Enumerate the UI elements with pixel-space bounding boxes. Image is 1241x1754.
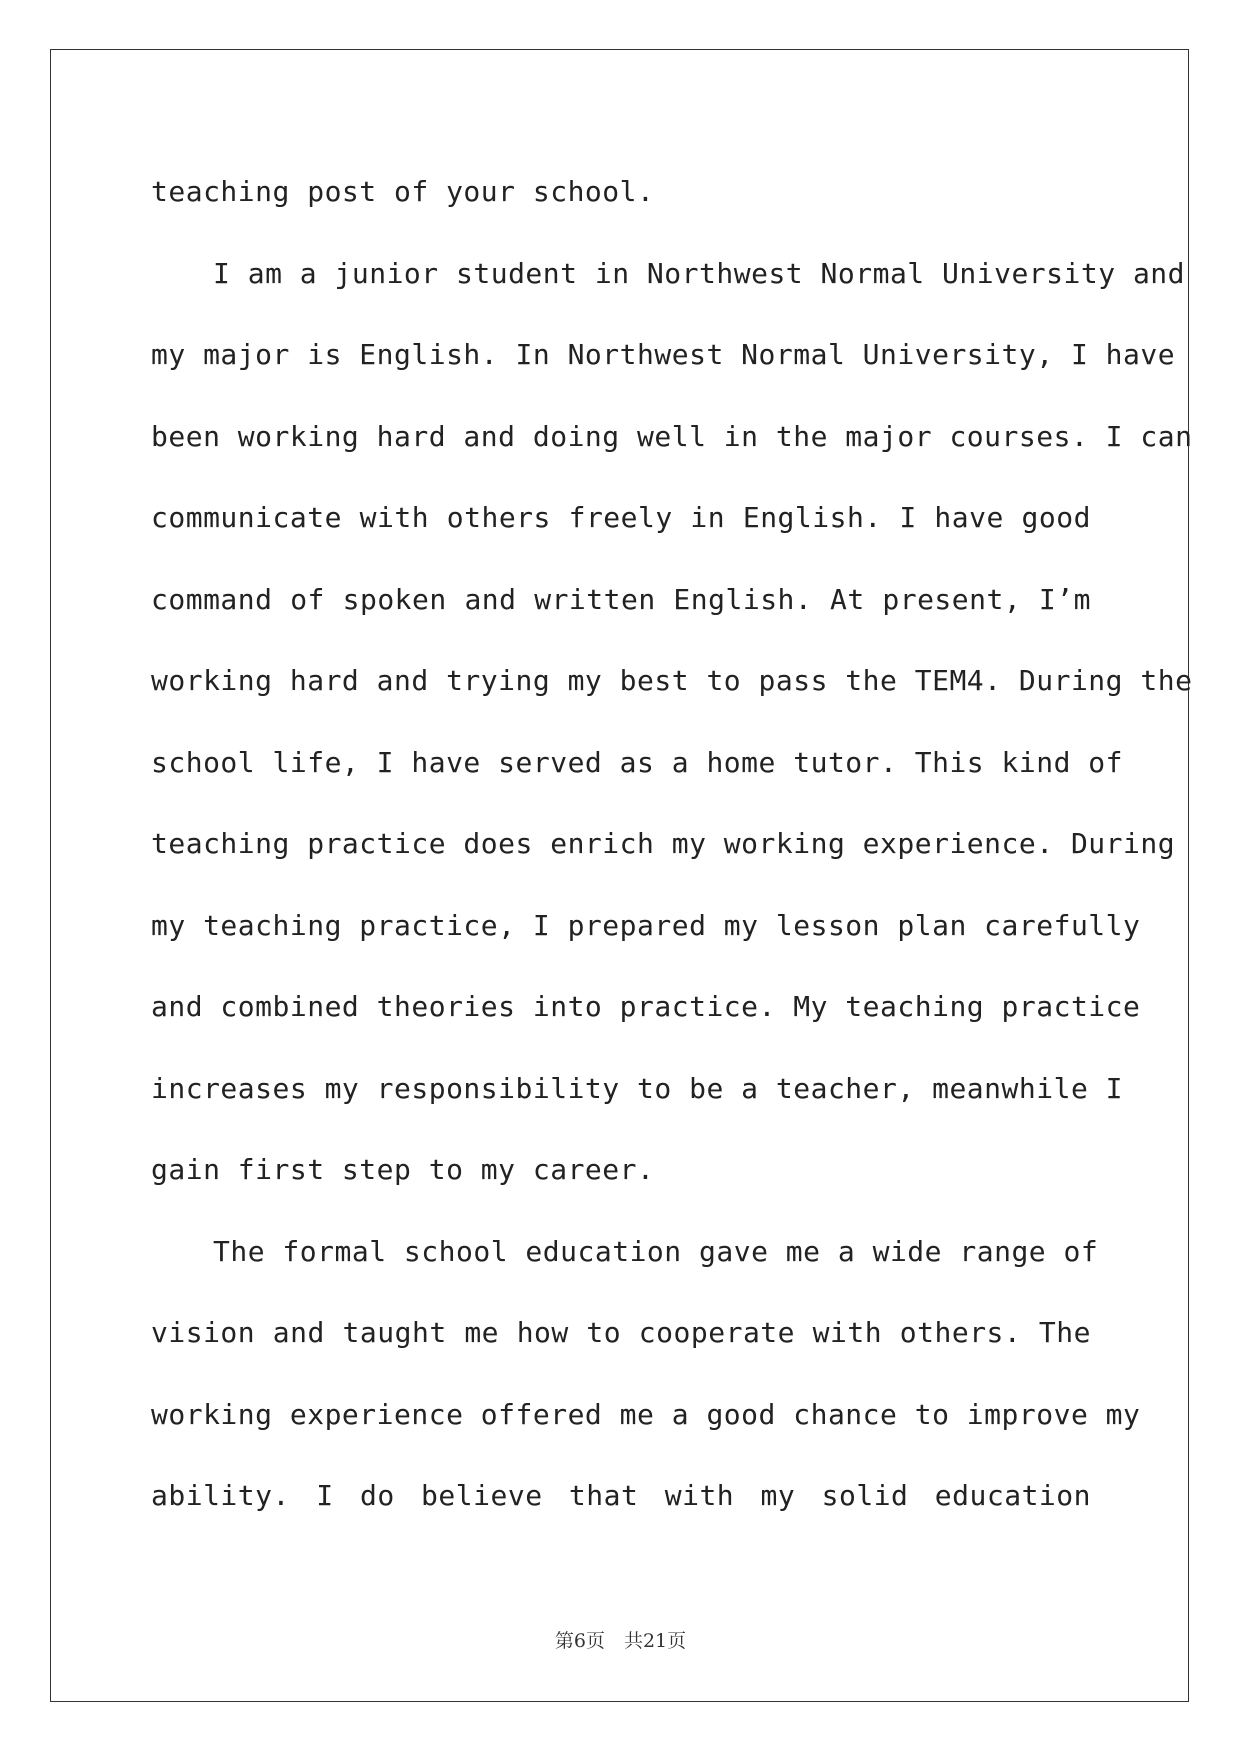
page-number: 第6页 共21页 [554, 1630, 687, 1652]
text-line: working experience offered me a good chance to improve my [151, 1397, 1141, 1431]
text-line: working hard and trying my best to pass the TEM4. During the [151, 664, 1193, 697]
paragraph-first-line: The formal school education gave me a wide range of [213, 1234, 1099, 1268]
text-line: school life, I have served as a home tutor. This kind of [151, 745, 1124, 779]
paragraph-first-line: I am a junior student in Northwest Normal University and [213, 256, 1186, 290]
document-body [151, 151, 1193, 1537]
text-line: and combined theories into practice. My teaching practice [151, 990, 1141, 1023]
text-line: teaching practice does enrich my working experience. During [151, 827, 1176, 860]
text-line: my teaching practice, I prepared my lesson plan carefully [151, 908, 1141, 942]
text-line: communicate with others freely in English. I have good [151, 501, 1091, 534]
text-line: vision and taught me how to cooperate with others. The [151, 1316, 1091, 1349]
text-line: increases my responsibility to be a teacher, meanwhile I [151, 1071, 1124, 1105]
text-line: my major is English. In Northwest Normal University, I have [151, 338, 1176, 371]
text-line: gain first step to my career. [151, 1153, 655, 1186]
text-line: teaching post of your school. [151, 175, 655, 208]
text-line: been working hard and doing well in the major courses. I can [151, 419, 1193, 453]
text-line: command of spoken and written English. At present, I’m [151, 582, 1091, 616]
text-line: ability. I do believe that with my solid education [151, 1479, 1091, 1512]
